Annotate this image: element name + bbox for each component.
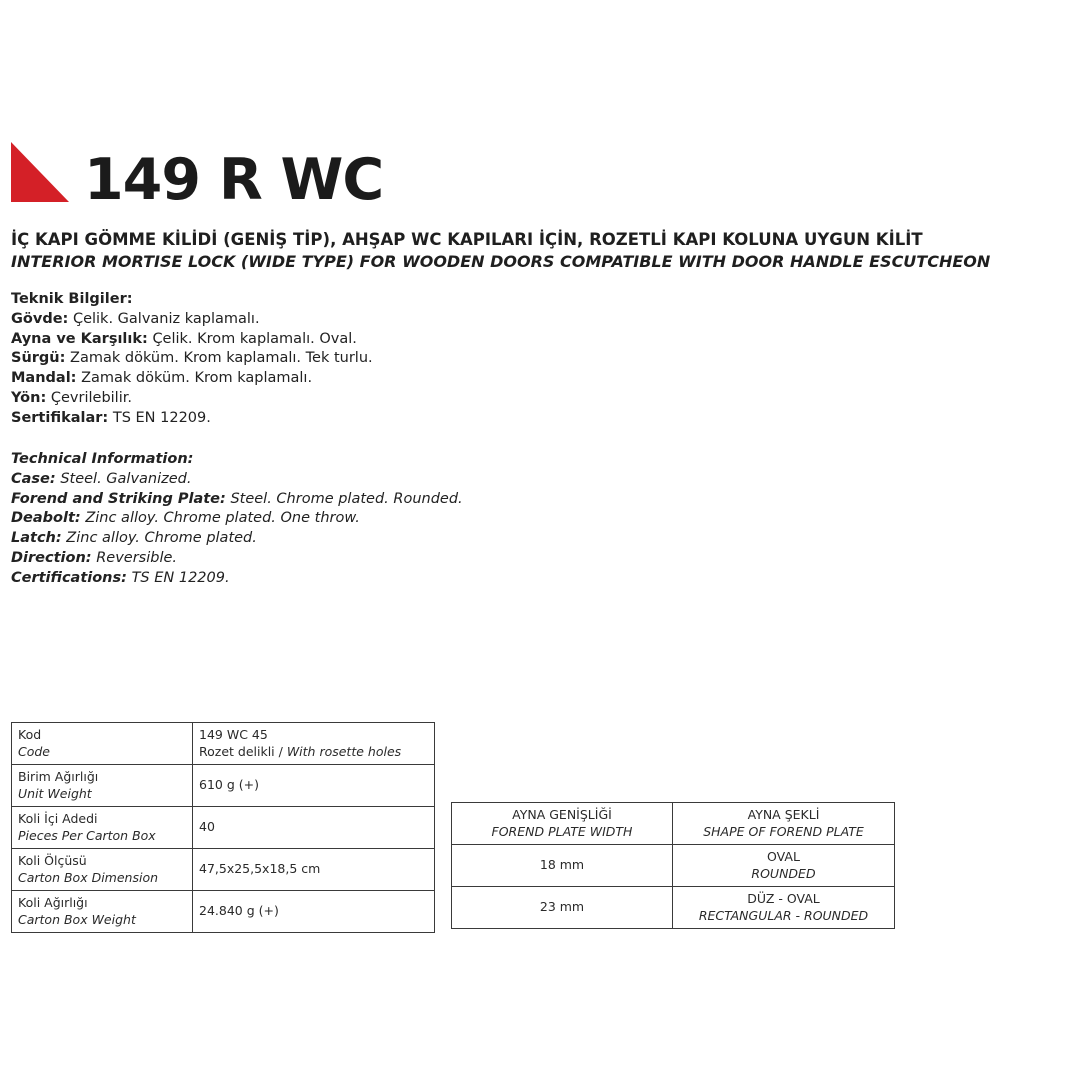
- product-subtitle: [11, 229, 990, 273]
- table-header-cell: AYNA GENİŞLİĞİ FOREND PLATE WIDTH: [452, 803, 673, 845]
- spec-value: Çelik. Krom kaplamalı. Oval.: [152, 330, 357, 347]
- spec-value: Zinc alloy. Chrome plated. One throw.: [85, 510, 360, 527]
- spec-value: TS EN 12209.: [112, 409, 211, 426]
- spec-value: Reversible.: [96, 549, 178, 566]
- spec-row: Direction: Reversible.: [11, 549, 178, 566]
- spec-value: TS EN 12209.: [131, 569, 230, 586]
- table-row: [12, 807, 435, 849]
- table-cell-width: 18 mm: [452, 845, 673, 887]
- spec-row: Certifications: TS EN 12209.: [11, 569, 230, 586]
- table-cell-shape: DÜZ - OVAL RECTANGULAR - ROUNDED: [673, 887, 895, 929]
- table-cell-label: Birim Ağırlığı Unit Weight: [12, 765, 193, 807]
- spec-label: Sertifikalar: [11, 409, 103, 426]
- table-cell-value: 149 WC 45 Rozet delikli / With rosette holes: [193, 723, 435, 765]
- spec-value: Çelik. Galvaniz kaplamalı.: [72, 310, 260, 327]
- spec-value: Zamak döküm. Krom kaplamalı.: [81, 370, 313, 387]
- technical-specs-turkish: [11, 290, 373, 429]
- spec-value: Steel. Galvanized.: [60, 470, 192, 487]
- spec-row: Yön: Çevrilebilir.: [11, 389, 132, 406]
- spec-row: Deabolt: Zinc alloy. Chrome plated. One throw.: [11, 510, 360, 527]
- table-row: [12, 765, 435, 807]
- spec-label: Case: [11, 470, 50, 487]
- spec-value: Zinc alloy. Chrome plated.: [66, 530, 257, 547]
- subtitle-english: INTERIOR MORTISE LOCK (WIDE TYPE) FOR WOODEN DOORS COMPATIBLE WITH DOOR HANDLE ESCUTCHEON: [11, 252, 991, 271]
- spec-label: Sürgü: [11, 350, 60, 367]
- spec-label: Forend and Striking Plate: [11, 490, 221, 507]
- spec-label: Yön: [11, 389, 41, 406]
- spec-label: Deabolt: [11, 510, 75, 527]
- table-header-row: [452, 803, 895, 845]
- table-cell-width: 23 mm: [452, 887, 673, 929]
- table-row: [12, 849, 435, 891]
- spec-label: Ayna ve Karşılık: [11, 330, 143, 347]
- forend-plate-table: [451, 802, 895, 929]
- spec-row: Case: Steel. Galvanized.: [11, 470, 192, 487]
- spec-row: Ayna ve Karşılık: Çelik. Krom kaplamalı. Oval.: [11, 330, 357, 347]
- table-cell-shape: OVAL ROUNDED: [673, 845, 895, 887]
- red-triangle-logo: [11, 142, 69, 202]
- spec-value: Steel. Chrome plated. Rounded.: [230, 490, 463, 507]
- spec-label: Mandal: [11, 370, 71, 387]
- table-cell-value: 47,5x25,5x18,5 cm: [193, 849, 435, 891]
- product-info-table: [11, 722, 435, 933]
- spec-heading: Teknik Bilgiler:: [11, 291, 133, 307]
- table-cell-value: 610 g (+): [193, 765, 435, 807]
- table-row: [452, 845, 895, 887]
- spec-heading: Technical Information:: [11, 451, 194, 467]
- product-title: 149 R WC: [84, 147, 384, 213]
- spec-row: Sertifikalar: TS EN 12209.: [11, 409, 211, 426]
- spec-label: Gövde: [11, 310, 63, 327]
- table-cell-label: Koli İçi Adedi Pieces Per Carton Box: [12, 807, 193, 849]
- spec-row: Forend and Striking Plate: Steel. Chrome plated. Rounded.: [11, 490, 463, 507]
- table-row: [12, 723, 435, 765]
- spec-value: Çevrilebilir.: [50, 389, 132, 406]
- table-header-cell: AYNA ŞEKLİ SHAPE OF FOREND PLATE: [673, 803, 895, 845]
- subtitle-turkish: İÇ KAPI GÖMME KİLİDİ (GENİŞ TİP), AHŞAP WC KAPILARI İÇİN, ROZETLİ KAPI KOLUNA UYGUN KİLİT: [11, 230, 923, 249]
- table-cell-value: 40: [193, 807, 435, 849]
- table-cell-label: Kod Code: [12, 723, 193, 765]
- spec-label: Direction: [11, 549, 86, 566]
- table-row: [452, 887, 895, 929]
- spec-row: Latch: Zinc alloy. Chrome plated.: [11, 530, 257, 547]
- table-row: [12, 891, 435, 933]
- table-cell-label: Koli Ağırlığı Carton Box Weight: [12, 891, 193, 933]
- spec-row: Mandal: Zamak döküm. Krom kaplamalı.: [11, 370, 313, 387]
- technical-specs-english: [11, 450, 463, 589]
- spec-value: Zamak döküm. Krom kaplamalı. Tek turlu.: [70, 350, 373, 367]
- spec-label: Certifications: [11, 569, 122, 586]
- table-cell-value: 24.840 g (+): [193, 891, 435, 933]
- spec-label: Latch: [11, 530, 56, 547]
- table-cell-label: Koli Ölçüsü Carton Box Dimension: [12, 849, 193, 891]
- spec-row: Gövde: Çelik. Galvaniz kaplamalı.: [11, 310, 260, 327]
- spec-row: Sürgü: Zamak döküm. Krom kaplamalı. Tek turlu.: [11, 350, 373, 367]
